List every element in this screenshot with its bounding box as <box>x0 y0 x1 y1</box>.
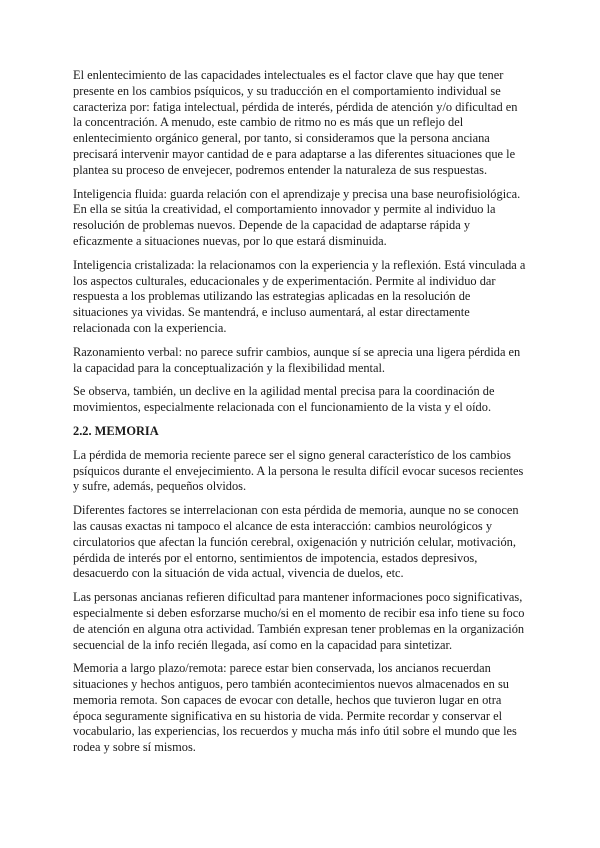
paragraph-inteligencia-fluida: Inteligencia fluida: guarda relación con el aprendizaje y precisa una base neurofisiológica. En ella se sitúa la creatividad, el comportamiento innovador y permite al individuo la resolución de problemas nuevos. Depende de la capacidad de adaptarse rápida y eficazmente a situaciones nuevas, por lo que estará disminuida. <box>73 186 521 248</box>
paragraph-memoria-largo-plazo: Memoria a largo plazo/remota: parece estar bien conservada, los ancianos recuerdan situaciones y hechos antiguos, pero también acontecimientos nuevos almacenados en su memoria remota. Son capaces de evocar con detalle, hechos que tuvieron lugar en otra época seguramente significativa en su historia de vida. Permite recordar y conservar el vocabulario, las experiencias, los recuerdos y mucha más info útil sobre el mundo que les rodea y sobre sí mismos. <box>73 661 517 755</box>
document-page <box>73 68 528 764</box>
section-heading-memoria: 2.2. MEMORIA <box>73 423 159 438</box>
paragraph-dificultad-informaciones: Las personas ancianas refieren dificultad para mantener informaciones poco significativas, especialmente si deben esforzarse mucho/si en el momento de recibir esa info tiene su foco de atención en alguna otra actividad. También expresan tener problemas en la organización secuencial de la info recién llegada, así como en la capacidad para sintetizar. <box>73 590 525 652</box>
paragraph-agilidad-mental: Se observa, también, un declive en la agilidad mental precisa para la coordinación de movimientos, especialmente relacionada con el funcionamiento de la vista y el oído. <box>73 384 495 415</box>
paragraph-memoria-reciente: La pérdida de memoria reciente parece ser el signo general característico de los cambios psíquicos durante el envejecimiento. A la persona le resulta difícil evocar sucesos recientes y sufre, además, pequeños olvidos. <box>73 447 524 494</box>
paragraph-inteligencia-cristalizada: Inteligencia cristalizada: la relacionamos con la experiencia y la reflexión. Está vinculada a los aspectos culturales, educacionales y de experimentación. Permite al individuo dar respuesta a los problemas utilizando las estrategias aplicadas en la resolución de situaciones ya vividas. Se mantendrá, e incluso aumentará, al estar directamente relacionada con la experiencia. <box>73 257 526 335</box>
paragraph-razonamiento-verbal: Razonamiento verbal: no parece sufrir cambios, aunque sí se aprecia una ligera pérdida en la capacidad para la conceptualización y la flexibilidad mental. <box>73 344 521 375</box>
paragraph-enlentecimiento: El enlentecimiento de las capacidades intelectuales es el factor clave que hay que tener presente en los cambios psíquicos, y su traducción en el comportamiento individual se caracteriza por: fatiga intelectual, pérdida de interés, pérdida de atención y/o dificultad en la concentración. A menudo, este cambio de ritmo no es más que un reflejo del enlentecimiento orgánico general, por tanto, si consideramos que la persona anciana precisará intervenir mayor cantidad de e para adaptarse a las diferentes situaciones que le plantea su proceso de envejecer, podremos entender la naturaleza de sus respuestas. <box>73 68 518 177</box>
paragraph-factores: Diferentes factores se interrelacionan con esta pérdida de memoria, aunque no se conocen las causas exactas ni tampoco el alcance de esta interacción: cambios neurológicos y circulatorios que afectan la función cerebral, oxigenación y nutrición celular, motivación, pérdida de interés por el entorno, sentimientos de impotencia, estados depresivos, desacuerdo con la situación de vida actual, vivencia de duelos, etc. <box>73 503 519 581</box>
